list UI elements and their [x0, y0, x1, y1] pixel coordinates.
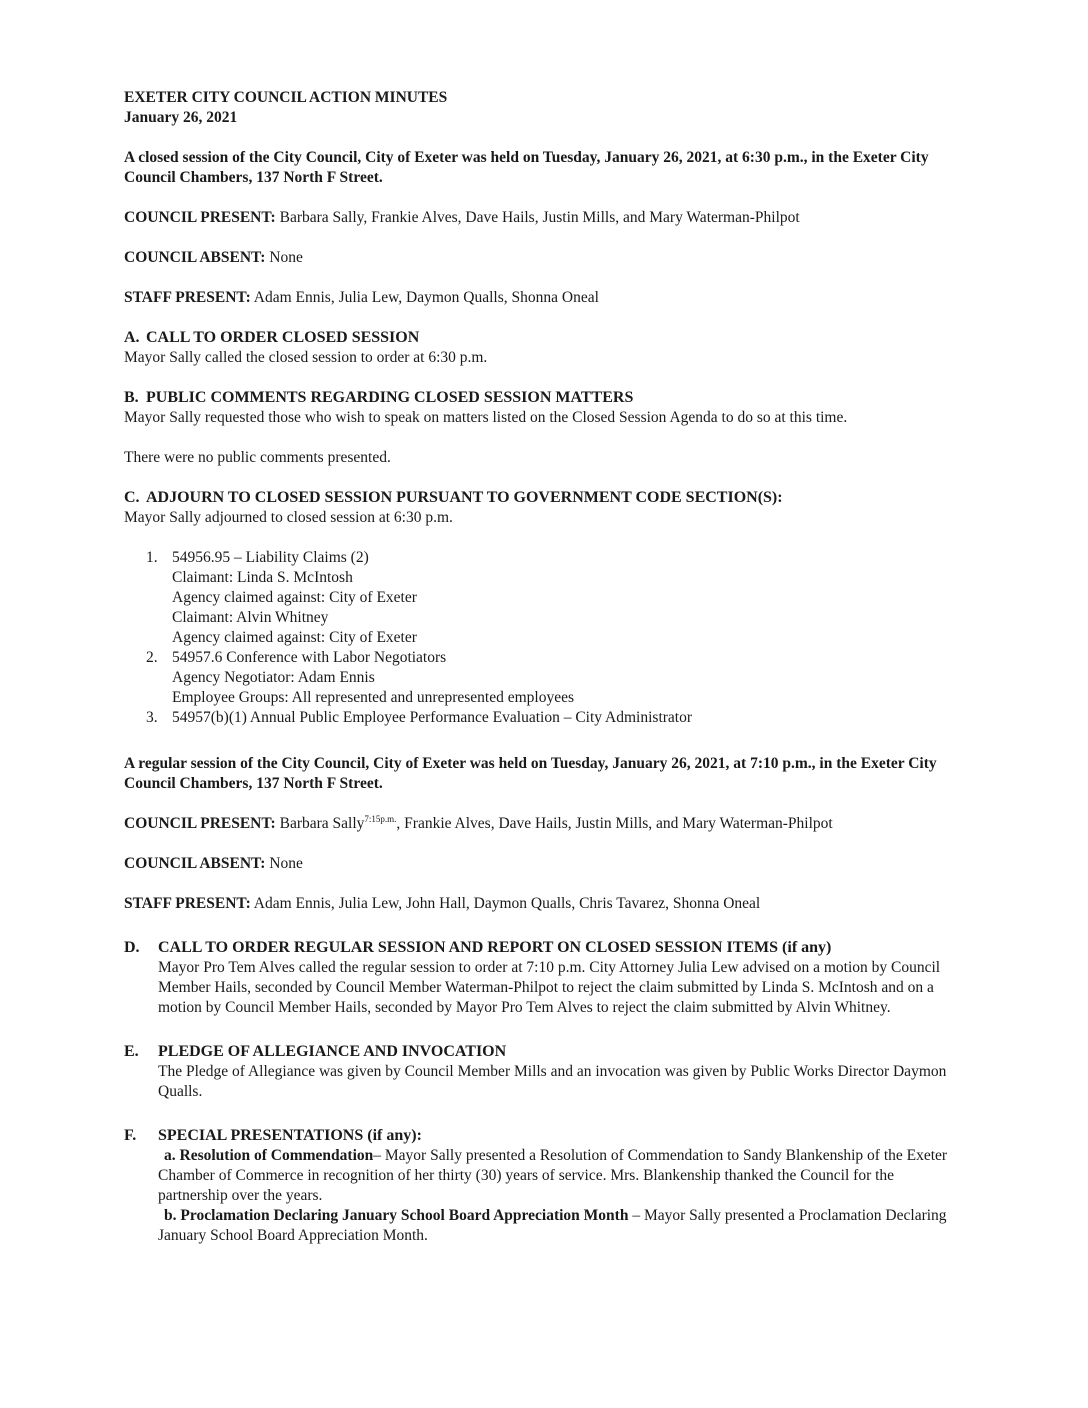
section-f-letter: F.: [124, 1127, 137, 1144]
section-b-note: There were no public comments presented.: [124, 449, 391, 466]
item-number: 2.: [146, 649, 158, 666]
section-f-heading: [124, 1126, 962, 1146]
council-present-rest: , Frankie Alves, Dave Hails, Justin Mills, and Mary Waterman-Philpot: [396, 815, 833, 832]
section-d-body: Mayor Pro Tem Alves called the regular session to order at 7:10 p.m. City Attorney Julia Lew advised on a motion by Council Member Hails, seconded by Council Member Waterman-Philpot to reject the claim submitted by Linda S. McIntosh and on a motion by Council Member Hails, seconded by Mayor Pro Tem Alves to reject the claim submitted by Alvin Whitney.: [158, 959, 941, 1016]
regular-council-present: [124, 814, 962, 834]
staff-present-names: Adam Ennis, Julia Lew, John Hall, Daymon Qualls, Chris Tavarez, Shonna Oneal: [253, 895, 761, 912]
document-title: EXETER CITY COUNCIL ACTION MINUTES: [124, 89, 448, 106]
closed-item-3: [124, 708, 962, 728]
section-a-body: Mayor Sally called the closed session to order at 6:30 p.m.: [124, 349, 488, 366]
section-e-body: The Pledge of Allegiance was given by Council Member Mills and an invocation was given by Public Works Director Daymon Qualls.: [158, 1063, 947, 1100]
section-f-title: SPECIAL PRESENTATIONS (if any):: [158, 1127, 422, 1144]
section-d: [124, 938, 962, 1018]
section-e-title: PLEDGE OF ALLEGIANCE AND INVOCATION: [158, 1043, 507, 1060]
item-line: Claimant: Linda S. McIntosh: [172, 569, 353, 586]
section-b-title: PUBLIC COMMENTS REGARDING CLOSED SESSION MATTERS: [146, 389, 634, 406]
section-e-letter: E.: [124, 1043, 139, 1060]
closed-session-items: [124, 548, 962, 728]
council-absent-names: None: [269, 855, 303, 872]
presentation-b: [124, 1206, 962, 1246]
section-c-heading: [124, 488, 962, 508]
section-e-heading: [124, 1042, 962, 1062]
section-c-letter: C.: [124, 489, 140, 506]
council-present-first: Barbara Sally: [279, 815, 365, 832]
closed-item-2: [124, 648, 962, 708]
regular-session-intro: A regular session of the City Council, City of Exeter was held on Tuesday, January 26, 2021, at 7:10 p.m., in the Exeter City Council Chambers, 137 North F Street.: [124, 755, 937, 792]
staff-present-names: Adam Ennis, Julia Lew, Daymon Qualls, Shonna Oneal: [253, 289, 599, 306]
item-line: Agency claimed against: City of Exeter: [172, 629, 417, 646]
section-d-letter: D.: [124, 939, 140, 956]
regular-staff-present: [124, 894, 962, 914]
item-number: 3.: [146, 709, 158, 726]
item-line: Employee Groups: All represented and unrepresented employees: [172, 689, 575, 706]
section-b-letter: B.: [124, 389, 139, 406]
arrival-time-superscript: 7:15p.m.: [364, 813, 397, 824]
regular-council-absent: [124, 854, 962, 874]
staff-present-label: STAFF PRESENT:: [124, 895, 251, 912]
section-e: [124, 1042, 962, 1102]
council-absent-names: None: [269, 249, 303, 266]
item-number: 1.: [146, 549, 158, 566]
section-c-body: Mayor Sally adjourned to closed session at 6:30 p.m.: [124, 509, 453, 526]
section-f: [124, 1126, 962, 1246]
closed-staff-present: [124, 288, 962, 308]
item-line: 54957.6 Conference with Labor Negotiators: [172, 649, 447, 666]
council-present-label: COUNCIL PRESENT:: [124, 209, 276, 226]
section-a-title: CALL TO ORDER CLOSED SESSION: [146, 329, 420, 346]
section-b-body: Mayor Sally requested those who wish to speak on matters listed on the Closed Session Agenda to do so at this time.: [124, 409, 848, 426]
section-c-title: ADJOURN TO CLOSED SESSION PURSUANT TO GOVERNMENT CODE SECTION(S):: [146, 489, 783, 506]
presentation-b-title: b. Proclamation Declaring January School Board Appreciation Month: [164, 1207, 629, 1224]
closed-council-present: [124, 208, 962, 228]
council-present-names: Barbara Sally, Frankie Alves, Dave Hails, Justin Mills, and Mary Waterman-Philpot: [279, 209, 800, 226]
presentation-b-body: – Mayor Sally presented a Proclamation Declaring January School Board Appreciation Month.: [158, 1207, 947, 1244]
section-b-heading: [124, 388, 962, 408]
presentation-a-body: – Mayor Sally presented a Resolution of Commendation to Sandy Blankenship of the Exeter Chamber of Commerce in recognition of her thirty (30) years of service. Mrs. Blankenship thanked the Council for the partnership over the years.: [158, 1147, 948, 1204]
item-line: Claimant: Alvin Whitney: [172, 609, 329, 626]
presentation-a: [124, 1146, 962, 1206]
minutes-page: [124, 88, 962, 1246]
council-absent-label: COUNCIL ABSENT:: [124, 249, 266, 266]
item-line: Agency Negotiator: Adam Ennis: [172, 669, 375, 686]
item-line: 54957(b)(1) Annual Public Employee Performance Evaluation – City Administrator: [172, 709, 693, 726]
section-d-title: CALL TO ORDER REGULAR SESSION AND REPORT ON CLOSED SESSION ITEMS (if any): [158, 939, 832, 956]
presentation-a-title: a. Resolution of Commendation: [164, 1147, 374, 1164]
document-date: January 26, 2021: [124, 109, 238, 126]
council-present-label: COUNCIL PRESENT:: [124, 815, 276, 832]
staff-present-label: STAFF PRESENT:: [124, 289, 251, 306]
council-absent-label: COUNCIL ABSENT:: [124, 855, 266, 872]
closed-session-intro: A closed session of the City Council, City of Exeter was held on Tuesday, January 26, 2021, at 6:30 p.m., in the Exeter City Council Chambers, 137 North F Street.: [124, 149, 929, 186]
closed-item-1: [124, 548, 962, 648]
item-line: Agency claimed against: City of Exeter: [172, 589, 417, 606]
section-d-heading: [124, 938, 962, 958]
closed-council-absent: [124, 248, 962, 268]
section-a-heading: [124, 328, 962, 348]
section-a-letter: A.: [124, 329, 140, 346]
item-line: 54956.95 – Liability Claims (2): [172, 549, 369, 566]
